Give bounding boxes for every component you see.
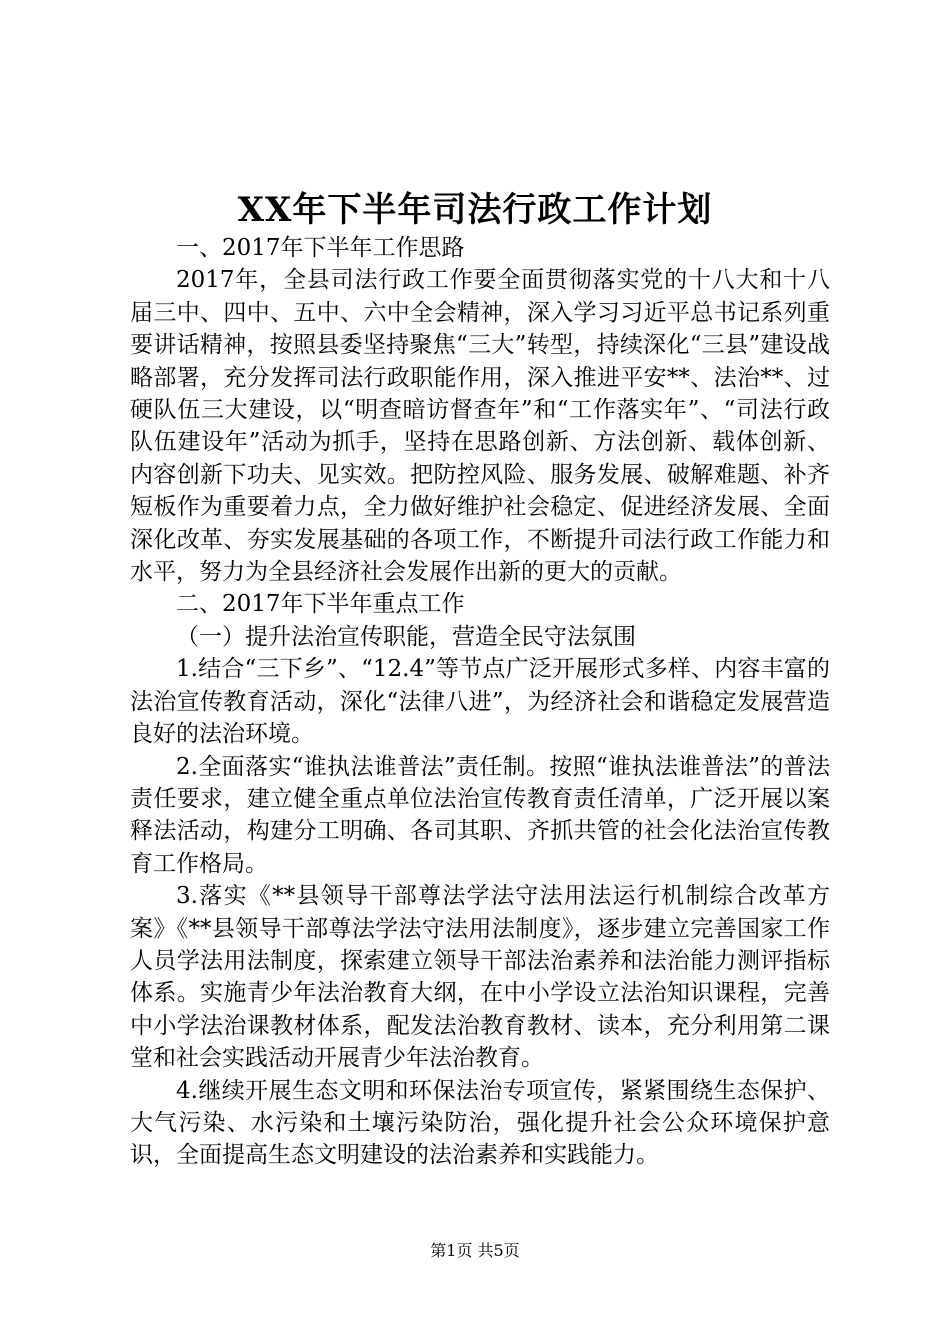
section-heading-1: 一、2017年下半年工作思路 <box>176 235 465 261</box>
list-item-2: 2.全面落实“谁执法谁普法”责任制。按照“谁执法谁普法”的普法责任要求，建立健全重点单位法治宣传教育责任清单，广泛开展以案释法活动，构建分工明确、各司其职、齐抓共管的社会化法治宣传教育工作格局。 <box>130 753 830 877</box>
page-footer: 第1页 共5页 <box>430 1241 520 1260</box>
subsection-heading-1: （一）提升法治宣传职能，营造全民守法氛围 <box>176 623 636 650</box>
list-item-4: 4.继续开展生态文明和环保法治专项宣传，紧紧围绕生态保护、大气污染、水污染和土壤污染防治，强化提升社会公众环境保护意识，全面提高生态文明建设的法治素养和实践能力。 <box>130 1077 830 1169</box>
document-body <box>130 232 830 1172</box>
section-heading-2: 二、2017年下半年重点工作 <box>176 591 465 618</box>
list-item-3: 3.落实《**县领导干部尊法学法守法用法运行机制综合改革方案》《**县领导干部尊法学法守法用法制度》，逐步建立完善国家工作人员学法用法制度，探索建立领导干部法治素养和法治能力测评指标体系。实施青少年法治教育大纲，在中小学设立法治知识课程，完善中小学法治课教材体系，配发法治教育教材、读本，充分利用第二课堂和社会实践活动开展青少年法治教育。 <box>130 883 830 1072</box>
document-title: XX年下半年司法行政工作计划 <box>237 190 713 230</box>
list-item-1: 1.结合“三下乡”、“12.4”等节点广泛开展形式多样、内容丰富的法治宣传教育活动，深化“法律八进”，为经济社会和谐稳定发展营造良好的法治环境。 <box>130 656 830 748</box>
paragraph-work-approach: 2017年，全县司法行政工作要全面贯彻落实党的十八大和十八届三中、四中、五中、六中全会精神，深入学习习近平总书记系列重要讲话精神，按照县委坚持聚焦“三大”转型，持续深化“三县”建设战略部署，充分发挥司法行政职能作用，深入推进平安**、法治**、过硬队伍三大建设，以“明查暗访督查年”和“工作落实年”、“司法行政队伍建设年”活动为抓手，坚持在思路创新、方法创新、载体创新、内容创新下功夫、见实效。把防控风险、服务发展、破解难题、补齐短板作为重要着力点，全力做好维护社会稳定、促进经济发展、全面深化改革、夯实发展基础的各项工作，不断提升司法行政工作能力和水平，努力为全县经济社会发展作出新的更大的贡献。 <box>130 267 830 586</box>
